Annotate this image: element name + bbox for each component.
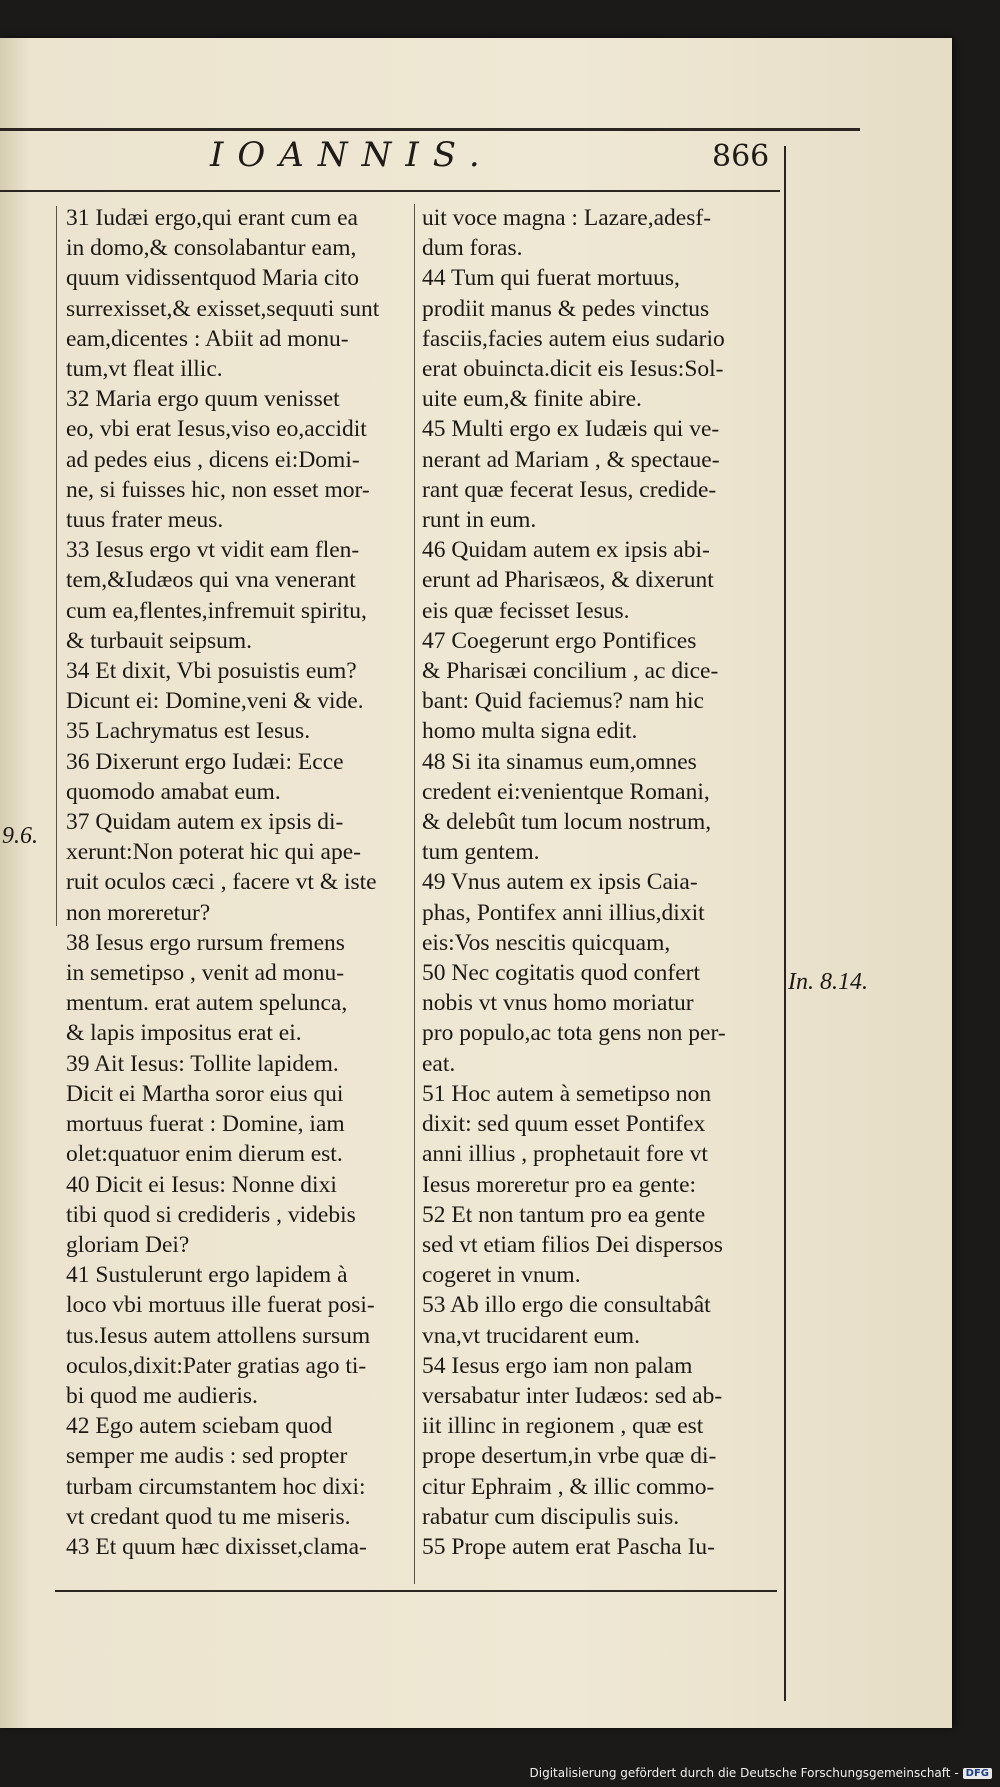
text-line: 35 Lachrymatus est Iesus. [66, 718, 311, 745]
text-line: 50 Nec cogitatis quod confert [422, 960, 700, 987]
text-line: iit illinc in regionem , quæ est [422, 1413, 704, 1440]
text-line: 44 Tum qui fuerat mortuus, [422, 265, 680, 292]
text-line: cogeret in vnum. [422, 1262, 581, 1289]
text-line: 42 Ego autem sciebam quod [66, 1413, 333, 1440]
text-line: dixit: sed quum esset Pontifex [422, 1111, 706, 1138]
text-line: nobis vt vnus homo moriatur [422, 990, 694, 1017]
text-line: semper me audis : sed propter [66, 1443, 348, 1470]
text-line: xerunt:Non poterat hic qui ape- [66, 839, 361, 866]
text-line: 40 Dicit ei Iesus: Nonne dixi [66, 1171, 337, 1198]
text-line: runt in eum. [422, 507, 537, 534]
text-line: eam,dicentes : Abiit ad monu- [66, 325, 349, 352]
text-line: pro populo,ac tota gens non per- [422, 1020, 726, 1047]
running-title: IOANNIS. [210, 135, 494, 175]
text-line: prodiit manus & pedes vinctus [422, 295, 710, 322]
text-line: & delebût tum locum nostrum, [422, 809, 712, 836]
text-line: tem,&Iudæos qui vna venerant [66, 567, 356, 594]
text-line: surrexisset,& exisset,sequuti sunt [66, 295, 380, 322]
text-line: 39 Ait Iesus: Tollite lapidem. [66, 1050, 339, 1077]
text-line: tum,vt fleat illic. [66, 356, 223, 383]
text-line: ruit oculos cæci , facere vt & iste [66, 869, 377, 896]
text-line: bant: Quid faciemus? nam hic [422, 688, 704, 715]
text-line: prope desertum,in vrbe quæ di- [422, 1443, 717, 1470]
text-line: credent ei:venientque Romani, [422, 778, 710, 805]
text-line: 34 Et dixit, Vbi posuistis eum? [66, 658, 357, 685]
text-line: oculos,dixit:Pater gratias ago ti- [66, 1352, 367, 1379]
bottom-rule [55, 1590, 777, 1592]
text-line: 43 Et quum hæc dixisset,clama- [66, 1533, 367, 1560]
text-line: eis quæ fecisset Iesus. [422, 597, 630, 624]
text-line: cum ea,flentes,infremuit spiritu, [66, 597, 367, 624]
text-line: loco vbi mortuus ille fuerat posi- [66, 1292, 375, 1319]
text-line: ad pedes eius , dicens ei:Domi- [66, 446, 360, 473]
text-line: anni illius , prophetauit fore vt [422, 1141, 708, 1168]
text-line: 36 Dixerunt ergo Iudæi: Ecce [66, 748, 344, 775]
text-line: 53 Ab illo ergo die consultabât [422, 1292, 711, 1319]
right-margin-note: In. 8.14. [788, 969, 868, 995]
text-line: eat. [422, 1050, 456, 1077]
text-line: 31 Iudæi ergo,qui erant cum ea [66, 205, 358, 231]
text-line: phas, Pontifex anni illius,dixit [422, 899, 705, 926]
credit-text: Digitalisierung gefördert durch die Deutsche Forschungsgemeinschaft - [529, 1766, 959, 1780]
text-line: vt credant quod tu me miseris. [66, 1503, 351, 1530]
book-page [0, 38, 952, 1728]
text-line: 33 Iesus ergo vt vidit eam flen- [66, 537, 360, 564]
text-line: mentum. erat autem spelunca, [66, 990, 348, 1017]
text-line: & Pharisæi concilium , ac dice- [422, 658, 719, 685]
digitization-credit [530, 1766, 993, 1780]
text-line: 54 Iesus ergo iam non palam [422, 1352, 693, 1379]
text-line: erat obuincta.dicit eis Iesus:Sol- [422, 356, 724, 383]
text-line: versabatur inter Iudæos: sed ab- [422, 1382, 723, 1409]
text-line: 47 Coegerunt ergo Pontifices [422, 627, 697, 654]
page-number: 866 [712, 139, 770, 174]
text-line: erunt ad Pharisæos, & dixerunt [422, 567, 714, 594]
text-line: nerant ad Mariam , & spectaue- [422, 446, 720, 473]
text-line: gloriam Dei? [66, 1231, 190, 1258]
text-line: olet:quatuor enim dierum est. [66, 1141, 343, 1168]
text-line: citur Ephraim , & illic commo- [422, 1473, 715, 1500]
text-line: 48 Si ita sinamus eum,omnes [422, 748, 697, 775]
text-line: in semetipso , venit ad monu- [66, 960, 345, 987]
text-line: tuus frater meus. [66, 507, 224, 534]
text-line: homo multa signa edit. [422, 718, 638, 745]
text-line: dum foras. [422, 235, 523, 262]
text-line: eo, vbi erat Iesus,viso eo,accidit [66, 416, 367, 443]
text-line: vna,vt trucidarent eum. [422, 1322, 640, 1349]
left-text-column [66, 203, 406, 1562]
text-line: sed vt etiam filios Dei dispersos [422, 1231, 723, 1258]
text-line: 49 Vnus autem ex ipsis Caia- [422, 869, 698, 896]
text-line: quomodo amabat eum. [66, 778, 281, 805]
text-line: tus.Iesus autem attollens sursum [66, 1322, 371, 1349]
right-text-column [422, 203, 774, 1562]
text-line: fasciis,facies autem eius sudario [422, 325, 725, 352]
left-column-rule [56, 206, 57, 926]
text-line: & lapis impositus erat ei. [66, 1020, 302, 1047]
text-line: Dicit ei Martha soror eius qui [66, 1080, 344, 1107]
text-line: eis:Vos nescitis quicquam, [422, 929, 671, 956]
text-line: rant quæ fecerat Iesus, credide- [422, 476, 717, 503]
text-line: 38 Iesus ergo rursum fremens [66, 929, 345, 956]
text-line: 32 Maria ergo quum venisset [66, 386, 340, 413]
text-line: 51 Hoc autem à semetipso non [422, 1080, 712, 1107]
text-line: bi quod me audieris. [66, 1382, 258, 1409]
text-line: uite eum,& finite abire. [422, 386, 642, 413]
text-line: 55 Prope autem erat Pascha Iu- [422, 1533, 715, 1560]
dfg-logo: DFG [963, 1768, 992, 1779]
column-divider [414, 204, 415, 1584]
text-line: 45 Multi ergo ex Iudæis qui ve- [422, 416, 720, 443]
text-line: mortuus fuerat : Domine, iam [66, 1111, 345, 1138]
text-line: 41 Sustulerunt ergo lapidem à [66, 1262, 348, 1289]
text-line: 46 Quidam autem ex ipsis abi- [422, 537, 710, 564]
text-line: 52 Et non tantum pro ea gente [422, 1201, 706, 1228]
top-rule [0, 128, 860, 131]
text-line: & turbauit seipsum. [66, 627, 253, 654]
text-line: rabatur cum discipulis suis. [422, 1503, 680, 1530]
text-line: Dicunt ei: Domine,veni & vide. [66, 688, 364, 715]
text-line: Iesus moreretur pro ea gente: [422, 1171, 697, 1198]
text-line: uit voce magna : Lazare,adesf- [422, 205, 712, 231]
text-line: quum vidissentquod Maria cito [66, 265, 360, 292]
text-line: in domo,& consolabantur eam, [66, 235, 357, 262]
text-line: tibi quod si credideris , videbis [66, 1201, 356, 1228]
left-margin-note: 9.6. [2, 823, 38, 849]
text-line: turbam circumstantem hoc dixi: [66, 1473, 366, 1500]
header-rule [0, 190, 780, 192]
text-line: non moreretur? [66, 899, 211, 926]
text-line: tum gentem. [422, 839, 540, 866]
text-line: 37 Quidam autem ex ipsis di- [66, 809, 344, 836]
text-line: ne, si fuisses hic, non esset mor- [66, 476, 370, 503]
right-margin-rule [784, 146, 786, 1701]
